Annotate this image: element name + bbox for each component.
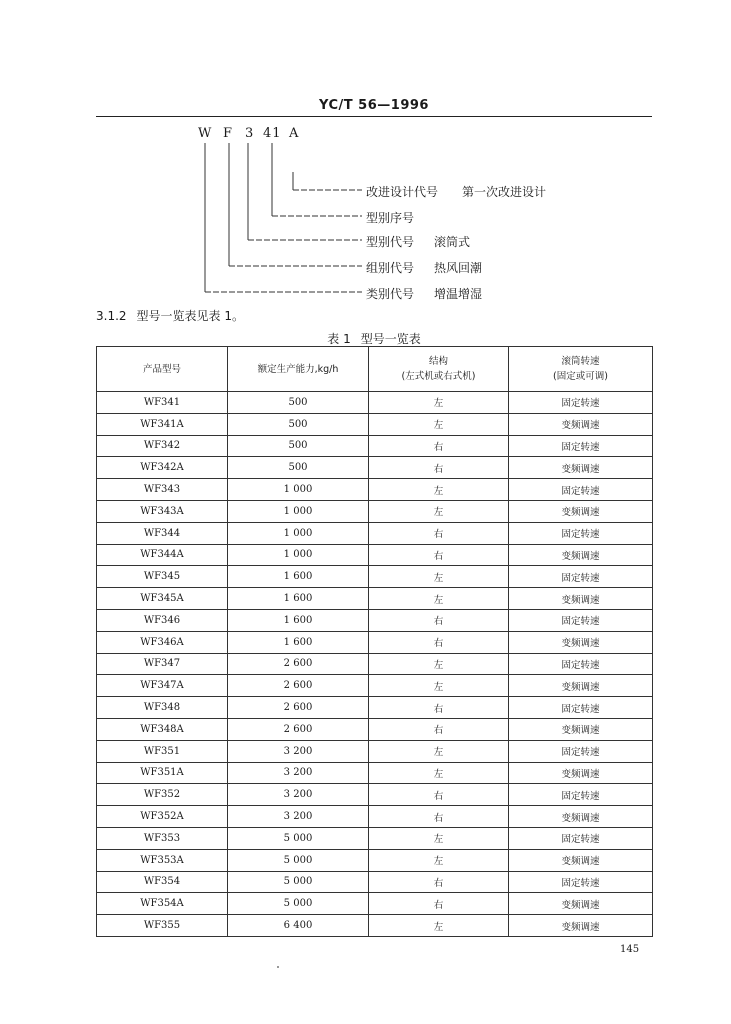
table-row [97, 718, 653, 740]
cell-speed: 固定转速 [509, 566, 653, 588]
code-desc-value: 增温增湿 [434, 287, 483, 301]
cell-capacity: 2 600 [228, 653, 369, 675]
code-desc-label: 型别代号 [366, 235, 415, 249]
cell-capacity: 1 000 [228, 479, 369, 501]
header-structure [369, 347, 509, 392]
header-speed-note: (固定或可调) [553, 371, 608, 382]
cell-model: WF344 [97, 522, 228, 544]
cell-capacity: 1 600 [228, 566, 369, 588]
cell-capacity: 1 600 [228, 631, 369, 653]
cell-model: WF351A [97, 762, 228, 784]
code-desc-value: 热风回潮 [434, 261, 483, 275]
cell-speed: 固定转速 [509, 435, 653, 457]
cell-speed: 变频调速 [509, 500, 653, 522]
code-letter-category: W [198, 126, 213, 141]
cell-structure: 右 [369, 784, 509, 806]
table-row [97, 697, 653, 719]
table-row [97, 675, 653, 697]
cell-model: WF345 [97, 566, 228, 588]
table-row [97, 871, 653, 893]
cell-structure: 右 [369, 522, 509, 544]
code-desc-group [366, 259, 483, 276]
code-desc-value: 滚筒式 [434, 235, 471, 249]
cell-structure: 左 [369, 653, 509, 675]
cell-capacity: 5 000 [228, 827, 369, 849]
cell-structure: 右 [369, 697, 509, 719]
cell-capacity: 3 200 [228, 806, 369, 828]
cell-model: WF343 [97, 479, 228, 501]
cell-speed: 固定转速 [509, 609, 653, 631]
cell-structure: 右 [369, 457, 509, 479]
cell-speed: 固定转速 [509, 697, 653, 719]
cell-structure: 左 [369, 500, 509, 522]
cell-speed: 固定转速 [509, 827, 653, 849]
header-structure-title: 结构 [428, 356, 448, 367]
cell-speed: 固定转速 [509, 392, 653, 414]
table-row [97, 827, 653, 849]
cell-capacity: 1 000 [228, 522, 369, 544]
section-number: 3.1.2 [96, 309, 127, 323]
code-desc-label: 型别序号 [366, 211, 415, 225]
cell-speed: 变频调速 [509, 718, 653, 740]
cell-capacity: 2 600 [228, 718, 369, 740]
code-desc-revision [366, 183, 547, 200]
cell-model: WF348A [97, 718, 228, 740]
cell-model: WF344A [97, 544, 228, 566]
code-desc-label: 改进设计代号 [366, 185, 439, 199]
scan-speck [277, 966, 279, 968]
table-row [97, 566, 653, 588]
cell-capacity: 3 200 [228, 784, 369, 806]
cell-capacity: 1 000 [228, 544, 369, 566]
code-desc-label: 组别代号 [366, 261, 415, 275]
cell-capacity: 5 000 [228, 849, 369, 871]
code-desc-serial [366, 209, 414, 226]
cell-model: WF346 [97, 609, 228, 631]
cell-speed: 变频调速 [509, 631, 653, 653]
cell-structure: 右 [369, 806, 509, 828]
table-caption-number: 表 1 [327, 332, 351, 346]
cell-speed: 变频调速 [509, 849, 653, 871]
table-row [97, 653, 653, 675]
cell-model: WF348 [97, 697, 228, 719]
table-body [97, 392, 653, 937]
header-model: 产品型号 [97, 347, 228, 392]
cell-structure: 左 [369, 915, 509, 937]
cell-speed: 变频调速 [509, 457, 653, 479]
cell-model: WF341 [97, 392, 228, 414]
table-row [97, 588, 653, 610]
header-capacity: 额定生产能力,kg/h [228, 347, 369, 392]
cell-model: WF352 [97, 784, 228, 806]
section-text: 型号一览表见表 1。 [136, 309, 244, 323]
cell-model: WF351 [97, 740, 228, 762]
cell-capacity: 3 200 [228, 740, 369, 762]
table-row [97, 762, 653, 784]
table-row [97, 544, 653, 566]
cell-model: WF346A [97, 631, 228, 653]
table-row [97, 479, 653, 501]
cell-model: WF353A [97, 849, 228, 871]
cell-structure: 右 [369, 871, 509, 893]
cell-speed: 变频调速 [509, 544, 653, 566]
code-letter-serial: 41 [263, 126, 282, 141]
cell-model: WF353 [97, 827, 228, 849]
cell-structure: 左 [369, 479, 509, 501]
cell-speed: 固定转速 [509, 740, 653, 762]
cell-model: WF341A [97, 413, 228, 435]
cell-structure: 左 [369, 588, 509, 610]
table-header-row [97, 347, 653, 392]
cell-structure: 左 [369, 413, 509, 435]
cell-structure: 左 [369, 566, 509, 588]
cell-structure: 右 [369, 718, 509, 740]
cell-model: WF354 [97, 871, 228, 893]
header-speed [509, 347, 653, 392]
cell-speed: 变频调速 [509, 413, 653, 435]
table-row [97, 915, 653, 937]
cell-structure: 左 [369, 849, 509, 871]
cell-capacity: 5 000 [228, 893, 369, 915]
table-row [97, 435, 653, 457]
cell-model: WF355 [97, 915, 228, 937]
cell-model: WF342A [97, 457, 228, 479]
table-row [97, 806, 653, 828]
code-letter-type: 3 [245, 126, 255, 141]
cell-capacity: 500 [228, 435, 369, 457]
section-3-1-2 [96, 307, 244, 324]
page-number: 145 [620, 944, 640, 955]
standard-code-header: YC/T 56—1996 [319, 98, 429, 113]
cell-speed: 变频调速 [509, 893, 653, 915]
cell-structure: 右 [369, 544, 509, 566]
cell-structure: 左 [369, 392, 509, 414]
cell-speed: 固定转速 [509, 653, 653, 675]
cell-model: WF345A [97, 588, 228, 610]
cell-capacity: 1 000 [228, 500, 369, 522]
cell-model: WF347A [97, 675, 228, 697]
cell-speed: 变频调速 [509, 762, 653, 784]
code-letter-revision: A [289, 126, 300, 141]
cell-speed: 固定转速 [509, 784, 653, 806]
cell-capacity: 3 200 [228, 762, 369, 784]
table-row [97, 609, 653, 631]
cell-structure: 左 [369, 675, 509, 697]
table-caption [96, 330, 652, 347]
cell-structure: 左 [369, 762, 509, 784]
cell-structure: 右 [369, 893, 509, 915]
cell-capacity: 500 [228, 457, 369, 479]
code-desc-value: 第一次改进设计 [462, 185, 547, 199]
cell-model: WF354A [97, 893, 228, 915]
cell-speed: 固定转速 [509, 871, 653, 893]
cell-model: WF347 [97, 653, 228, 675]
table-row [97, 457, 653, 479]
table-row [97, 893, 653, 915]
cell-structure: 右 [369, 631, 509, 653]
model-list-table [96, 346, 653, 937]
header-speed-title: 滚筒转速 [561, 356, 600, 367]
table-row [97, 413, 653, 435]
cell-capacity: 500 [228, 413, 369, 435]
table-row [97, 500, 653, 522]
cell-speed: 变频调速 [509, 588, 653, 610]
code-letter-group: F [223, 126, 234, 141]
cell-speed: 变频调速 [509, 915, 653, 937]
cell-capacity: 5 000 [228, 871, 369, 893]
cell-speed: 变频调速 [509, 675, 653, 697]
cell-capacity: 1 600 [228, 609, 369, 631]
table-row [97, 849, 653, 871]
cell-capacity: 500 [228, 392, 369, 414]
code-desc-type [366, 233, 471, 250]
header-structure-note: (左式机或右式机) [401, 371, 476, 382]
cell-structure: 右 [369, 609, 509, 631]
table-row [97, 522, 653, 544]
cell-speed: 固定转速 [509, 522, 653, 544]
table-caption-title: 型号一览表 [360, 332, 421, 346]
cell-capacity: 2 600 [228, 697, 369, 719]
cell-capacity: 2 600 [228, 675, 369, 697]
table-row [97, 392, 653, 414]
cell-model: WF352A [97, 806, 228, 828]
cell-speed: 变频调速 [509, 806, 653, 828]
cell-model: WF342 [97, 435, 228, 457]
code-desc-category [366, 285, 483, 302]
cell-structure: 左 [369, 827, 509, 849]
cell-speed: 固定转速 [509, 479, 653, 501]
table-row [97, 784, 653, 806]
code-desc-label: 类别代号 [366, 287, 415, 301]
cell-capacity: 1 600 [228, 588, 369, 610]
table-row [97, 740, 653, 762]
cell-structure: 左 [369, 740, 509, 762]
cell-model: WF343A [97, 500, 228, 522]
cell-capacity: 6 400 [228, 915, 369, 937]
cell-structure: 右 [369, 435, 509, 457]
table-row [97, 631, 653, 653]
